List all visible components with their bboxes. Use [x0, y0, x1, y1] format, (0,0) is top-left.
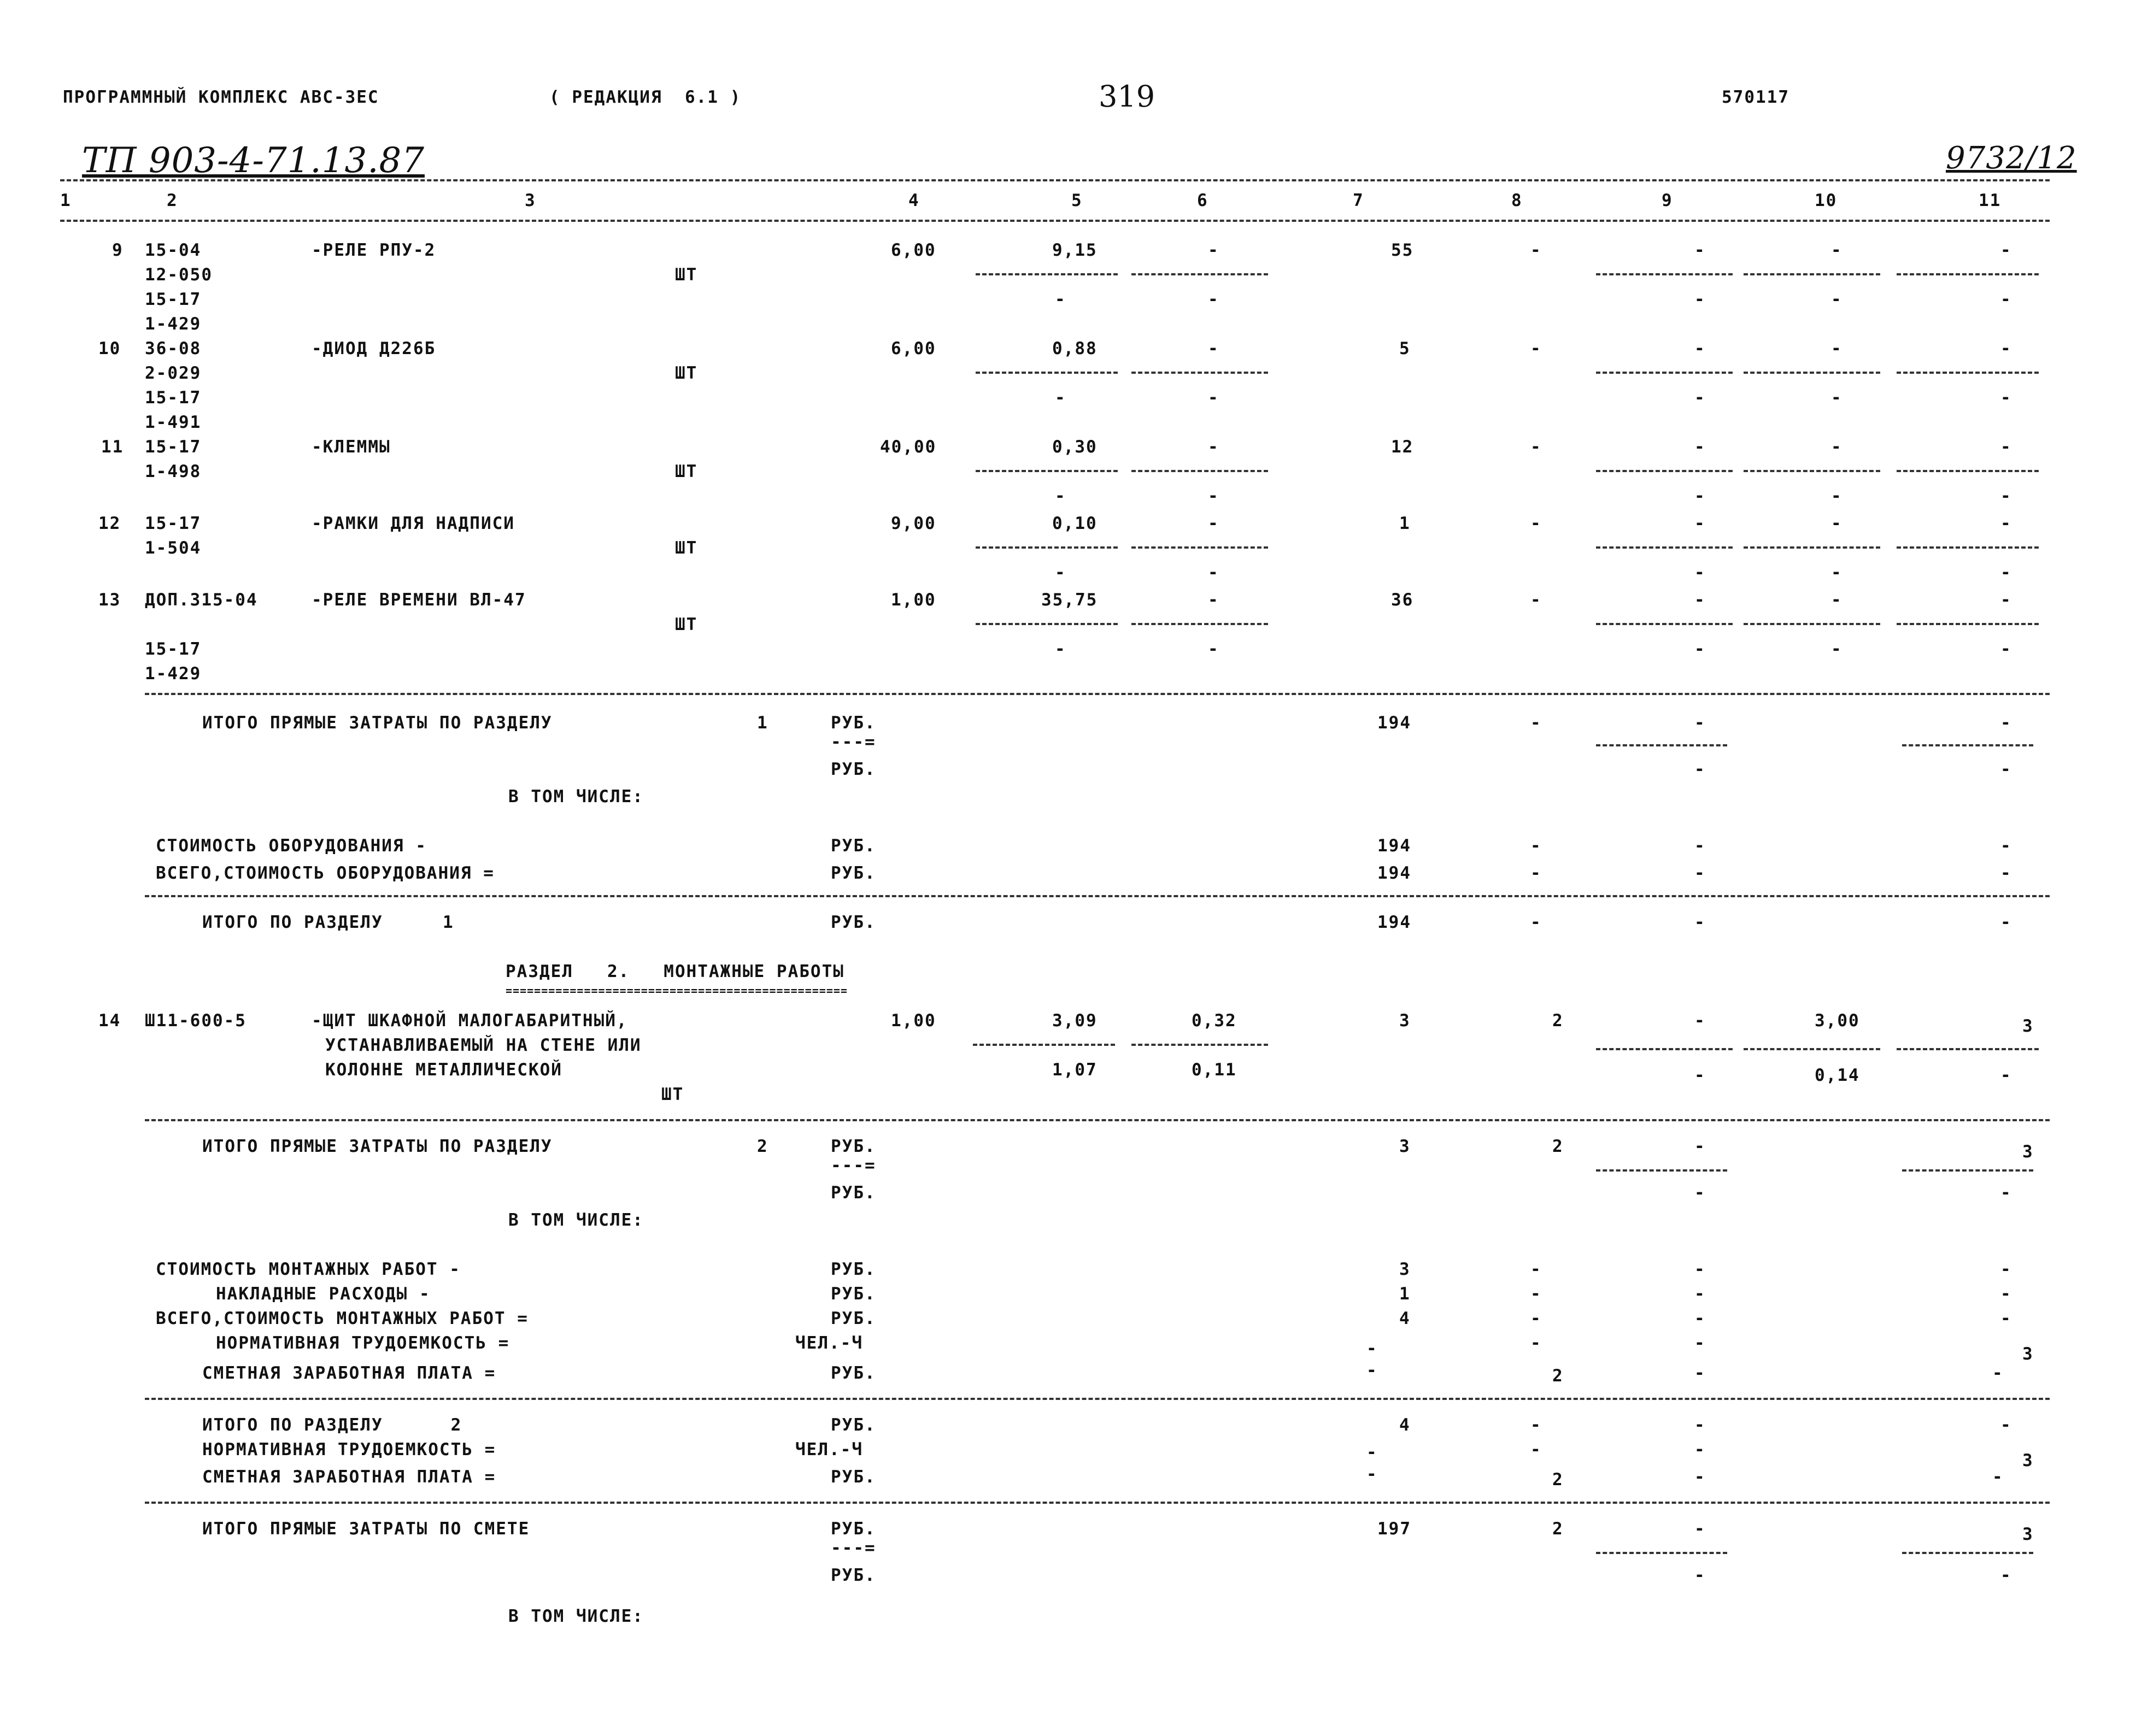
unit-cost: 3,09	[1052, 1011, 1098, 1031]
col11-value: 3	[2022, 1344, 2034, 1364]
col6-labor: -	[1208, 563, 1219, 582]
line-label: СМЕТНАЯ ЗАРАБОТНАЯ ПЛАТА =	[202, 1363, 496, 1383]
unit-of-measure: ШТ	[675, 462, 698, 481]
col11-labor: -	[2000, 1566, 2012, 1585]
col6-labor: -	[1208, 639, 1219, 659]
subrule	[1596, 1048, 1733, 1050]
col8-value: 2	[1552, 1470, 1564, 1490]
section-number: 2	[757, 1137, 768, 1156]
col11-value: -	[2000, 240, 2012, 260]
col11-labor: -	[2000, 290, 2012, 309]
col9-labor: -	[1694, 760, 1706, 779]
col6-value: 0,32	[1192, 1011, 1237, 1031]
col10-labor: -	[1831, 290, 1843, 309]
col9-labor: -	[1694, 563, 1706, 582]
col11-value: -	[2000, 590, 2012, 610]
col8-value: 2	[1552, 1011, 1564, 1031]
total-cost: 194	[1377, 836, 1411, 856]
unit-cost: 0,88	[1052, 339, 1098, 358]
including-label: В ТОМ ЧИСЛЕ:	[508, 1606, 644, 1626]
col11-value: -	[1992, 1467, 2004, 1487]
header-rule	[60, 179, 2050, 181]
subrule	[1744, 273, 1880, 275]
col11-value: -	[2000, 339, 2012, 358]
total-cost: 4	[1399, 1309, 1411, 1328]
col9-value: -	[1694, 590, 1706, 610]
item-name: -ЩИТ ШКАФНОЙ МАЛОГАБАРИТНЫЙ,	[312, 1011, 628, 1031]
unit-cost-labor: -	[1055, 290, 1066, 309]
sheet-code: 9732/12	[1946, 140, 2077, 176]
rate-code: 15-04	[145, 240, 202, 260]
item-name: -РАМКИ ДЛЯ НАДПИСИ	[312, 514, 515, 533]
rate-code: 1-429	[145, 664, 202, 684]
subrule	[1596, 372, 1733, 374]
subrule	[1744, 1048, 1880, 1050]
col8-value: -	[1530, 913, 1542, 932]
line-label: НАКЛАДНЫЕ РАСХОДЫ -	[216, 1284, 431, 1304]
column-header: 1	[60, 191, 72, 210]
unit-of-measure: ШТ	[675, 265, 698, 285]
col11-labor: -	[2000, 1183, 2012, 1203]
total-cost: 55	[1391, 240, 1414, 260]
subrule	[1897, 1048, 2039, 1050]
row-number: 12	[98, 514, 121, 533]
total-cost: 5	[1399, 339, 1411, 358]
col11-value: -	[2000, 1260, 2012, 1279]
total-cost: 3	[1399, 1137, 1411, 1156]
section-title: РАЗДЕЛ 2. МОНТАЖНЫЕ РАБОТЫ	[506, 962, 844, 981]
rate-code: 1-504	[145, 538, 202, 558]
section-rule	[145, 693, 2050, 695]
col9-value: -	[1694, 913, 1706, 932]
total-cost: -	[1366, 1339, 1378, 1358]
col8-value: -	[1530, 836, 1542, 856]
column-header: 6	[1197, 191, 1208, 210]
row-number: 14	[98, 1011, 121, 1031]
rate-code: 1-498	[145, 462, 202, 481]
including-label: В ТОМ ЧИСЛЕ:	[508, 787, 644, 807]
line-label: НОРМАТИВНАЯ ТРУДОЕМКОСТЬ =	[202, 1440, 496, 1460]
currency-unit: РУБ.	[831, 1284, 876, 1304]
currency-unit: РУБ.	[831, 913, 876, 932]
subrule	[1131, 470, 1268, 472]
col9-value: -	[1694, 1467, 1706, 1487]
total-cost: 194	[1377, 863, 1411, 883]
subrule	[1897, 546, 2039, 549]
col9-labor: -	[1694, 290, 1706, 309]
subrule	[1596, 1552, 1727, 1554]
col6-labor: -	[1208, 486, 1219, 506]
rate-code: 36-08	[145, 339, 202, 358]
item-name: -РЕЛЕ РПУ-2	[312, 240, 436, 260]
unit-cost-labor: 1,07	[1052, 1060, 1098, 1080]
section-rule	[145, 1502, 2050, 1504]
col6-value: -	[1208, 590, 1219, 610]
subrule	[976, 470, 1118, 472]
col11-value: -	[2000, 1309, 2012, 1328]
item-name-line: КОЛОННЕ МЕТАЛЛИЧЕСКОЙ	[325, 1060, 562, 1080]
col10-value: 3,00	[1815, 1011, 1860, 1031]
col9-value: -	[1694, 1415, 1706, 1435]
col9-labor: -	[1694, 486, 1706, 506]
section-number: 1	[443, 913, 454, 932]
subrule	[1897, 372, 2039, 374]
currency-unit: РУБ.	[831, 1137, 876, 1156]
subrule	[1897, 470, 2039, 472]
col8-value: -	[1530, 1309, 1542, 1328]
document-code: 570117	[1722, 87, 1789, 107]
col11-labor: -	[2000, 486, 2012, 506]
item-name: -КЛЕММЫ	[312, 437, 391, 457]
unit-of-measure: ШТ	[661, 1085, 684, 1104]
total-label: ИТОГО ПО РАЗДЕЛУ 2	[202, 1415, 462, 1435]
table-rule	[60, 220, 2050, 222]
col9-value: -	[1694, 514, 1706, 533]
unit-separator: ---=	[831, 1538, 876, 1558]
subrule	[1744, 372, 1880, 374]
unit-of-measure: ШТ	[675, 615, 698, 634]
total-cost: 4	[1399, 1415, 1411, 1435]
rate-code: 1-491	[145, 413, 202, 432]
col9-value: -	[1694, 713, 1706, 733]
unit-cost: 0,10	[1052, 514, 1098, 533]
item-name: -РЕЛЕ ВРЕМЕНИ ВЛ-47	[312, 590, 526, 610]
col9-value: -	[1694, 1284, 1706, 1304]
currency-unit: РУБ.	[831, 1415, 876, 1435]
col11-value: 3	[2022, 1525, 2034, 1544]
currency-unit: РУБ.	[831, 863, 876, 883]
col8-value: -	[1530, 437, 1542, 457]
subrule	[976, 546, 1118, 549]
column-header: 8	[1511, 191, 1523, 210]
total-cost: 3	[1399, 1011, 1411, 1031]
col9-labor: -	[1694, 388, 1706, 408]
col11-value: -	[2000, 863, 2012, 883]
col8-value: -	[1530, 240, 1542, 260]
subrule	[1744, 623, 1880, 625]
col11-value: 3	[2022, 1142, 2034, 1162]
rate-code: ДОП.315-04	[145, 590, 258, 610]
subrule	[1897, 273, 2039, 275]
col10-labor: -	[1831, 639, 1843, 659]
rate-code: 1-429	[145, 314, 202, 334]
col9-value: -	[1694, 1260, 1706, 1279]
unit-cost: 9,15	[1052, 240, 1098, 260]
col9-value: -	[1694, 863, 1706, 883]
col9-value: -	[1694, 437, 1706, 457]
subrule	[976, 273, 1118, 275]
subrule	[976, 623, 1118, 625]
col11-value: -	[2000, 713, 2012, 733]
subrule	[1596, 546, 1733, 549]
subrule	[1131, 372, 1268, 374]
unit-cost-labor: -	[1055, 563, 1066, 582]
row-number: 11	[101, 437, 124, 457]
col9-value: -	[1694, 1137, 1706, 1156]
total-cost: 1	[1399, 514, 1411, 533]
total-cost: -	[1366, 1361, 1378, 1380]
col11-value: -	[1992, 1363, 2004, 1383]
item-name-line: УСТАНАВЛИВАЕМЫЙ НА СТЕНЕ ИЛИ	[325, 1035, 642, 1055]
unit-of-measure: ШТ	[675, 538, 698, 558]
col11-labor: -	[2000, 639, 2012, 659]
col10-labor: 0,14	[1815, 1066, 1860, 1085]
col8-value: 2	[1552, 1519, 1564, 1539]
col8-value: -	[1530, 339, 1542, 358]
page-number: 319	[1099, 79, 1155, 114]
column-header: 11	[1979, 191, 2002, 210]
total-cost: 197	[1377, 1519, 1411, 1539]
col8-value: -	[1530, 863, 1542, 883]
subrule	[973, 1044, 1115, 1046]
col11-value: 3	[2022, 1016, 2034, 1036]
col11-value: -	[2000, 437, 2012, 457]
rate-code: 15-17	[145, 290, 202, 309]
col9-value: -	[1694, 836, 1706, 856]
col8-value: -	[1530, 1415, 1542, 1435]
col9-labor: -	[1694, 1566, 1706, 1585]
edition-label: ( РЕДАКЦИЯ 6.1 )	[549, 87, 742, 107]
total-cost: -	[1366, 1464, 1378, 1484]
col9-value: -	[1694, 1440, 1706, 1460]
col9-value: -	[1694, 1333, 1706, 1353]
quantity: 9,00	[891, 514, 936, 533]
col11-value: -	[2000, 1284, 2012, 1304]
subrule	[1131, 546, 1268, 549]
subrule	[1596, 623, 1733, 625]
col6-value: -	[1208, 240, 1219, 260]
unit-cost-labor: -	[1055, 639, 1066, 659]
col9-value: -	[1694, 240, 1706, 260]
line-label: ВСЕГО,СТОИМОСТЬ МОНТАЖНЫХ РАБОТ =	[156, 1309, 529, 1328]
subrule	[1902, 744, 2033, 746]
col8-value: -	[1530, 713, 1542, 733]
column-header: 10	[1815, 191, 1838, 210]
subrule	[1596, 470, 1733, 472]
col11-value: -	[2000, 1415, 2012, 1435]
column-header: 3	[525, 191, 536, 210]
unit-separator: ---=	[831, 732, 876, 752]
column-header: 2	[167, 191, 178, 210]
line-label: СМЕТНАЯ ЗАРАБОТНАЯ ПЛАТА =	[202, 1467, 496, 1487]
col8-value: 2	[1552, 1137, 1564, 1156]
unit-of-measure: ШТ	[675, 363, 698, 383]
total-cost: 194	[1377, 713, 1411, 733]
line-label: СТОИМОСТЬ МОНТАЖНЫХ РАБОТ -	[156, 1260, 461, 1279]
subrule	[1131, 1044, 1268, 1046]
col9-value: -	[1694, 1011, 1706, 1031]
unit-cost-labor: -	[1055, 486, 1066, 506]
col8-value: 2	[1552, 1366, 1564, 1386]
row-number: 10	[98, 339, 121, 358]
unit-separator: ---=	[831, 1156, 876, 1175]
col9-value: -	[1694, 1363, 1706, 1383]
quantity: 6,00	[891, 339, 936, 358]
col6-value: -	[1208, 437, 1219, 457]
currency-unit: РУБ.	[831, 1183, 876, 1203]
currency-unit: РУБ.	[831, 1309, 876, 1328]
col10-value: -	[1831, 240, 1843, 260]
total-cost: 3	[1399, 1260, 1411, 1279]
rate-code: 15-17	[145, 639, 202, 659]
col8-value: -	[1530, 1440, 1542, 1460]
subrule	[1744, 546, 1880, 549]
col10-labor: -	[1831, 563, 1843, 582]
rate-code: 12-050	[145, 265, 213, 285]
col8-value: -	[1530, 1284, 1542, 1304]
col9-labor: -	[1694, 1183, 1706, 1203]
section-rule	[145, 895, 2050, 897]
rate-code: 2-029	[145, 363, 202, 383]
rate-code: 15-17	[145, 388, 202, 408]
column-header: 9	[1662, 191, 1673, 210]
column-header: 5	[1071, 191, 1083, 210]
quantity: 40,00	[880, 437, 937, 457]
currency-unit: РУБ.	[831, 836, 876, 856]
unit-cost: 35,75	[1041, 590, 1098, 610]
column-header: 7	[1353, 191, 1364, 210]
col9-labor: -	[1694, 1066, 1706, 1085]
subrule	[1902, 1169, 2033, 1172]
col9-value: -	[1694, 339, 1706, 358]
section-number: 1	[757, 713, 768, 733]
subrule	[1596, 273, 1733, 275]
col11-value: -	[2000, 514, 2012, 533]
quantity: 1,00	[891, 590, 936, 610]
col8-value: -	[1530, 590, 1542, 610]
currency-unit: РУБ.	[831, 713, 876, 733]
col10-value: -	[1831, 339, 1843, 358]
subrule	[1744, 470, 1880, 472]
section-rule	[145, 1398, 2050, 1400]
subrule	[1596, 1169, 1727, 1172]
col8-value: -	[1530, 1333, 1542, 1353]
col9-value: -	[1694, 1309, 1706, 1328]
total-cost: -	[1366, 1443, 1378, 1462]
col10-value: -	[1831, 514, 1843, 533]
currency-unit: РУБ.	[831, 1519, 876, 1539]
col10-labor: -	[1831, 486, 1843, 506]
rate-code: Ш11-600-5	[145, 1011, 247, 1031]
total-cost: 1	[1399, 1284, 1411, 1304]
line-label: СТОИМОСТЬ ОБОРУДОВАНИЯ -	[156, 836, 427, 856]
col11-value: -	[2000, 913, 2012, 932]
col11-labor: -	[2000, 1066, 2012, 1085]
including-label: В ТОМ ЧИСЛЕ:	[508, 1210, 644, 1230]
col6-value: -	[1208, 339, 1219, 358]
total-label: ИТОГО ПО РАЗДЕЛУ	[202, 913, 383, 932]
total-label: ИТОГО ПРЯМЫЕ ЗАТРАТЫ ПО РАЗДЕЛУ	[202, 1137, 553, 1156]
col6-labor: -	[1208, 388, 1219, 408]
total-cost: 194	[1377, 913, 1411, 932]
subrule	[1131, 273, 1268, 275]
column-header: 4	[908, 191, 920, 210]
col6-labor: 0,11	[1192, 1060, 1237, 1080]
col9-labor: -	[1694, 639, 1706, 659]
quantity: 1,00	[891, 1011, 936, 1031]
project-code: ТП 903-4-71.13.87	[82, 140, 425, 181]
labor-unit: ЧЕЛ.-Ч	[795, 1440, 863, 1460]
total-label: ИТОГО ПРЯМЫЕ ЗАТРАТЫ ПО РАЗДЕЛУ	[202, 713, 553, 733]
col11-value: 3	[2022, 1451, 2034, 1470]
quantity: 6,00	[891, 240, 936, 260]
col6-value: -	[1208, 514, 1219, 533]
col8-value: -	[1530, 514, 1542, 533]
subrule	[1596, 744, 1727, 746]
row-number: 9	[112, 240, 124, 260]
col10-value: -	[1831, 590, 1843, 610]
total-cost: 36	[1391, 590, 1414, 610]
item-name: -ДИОД Д226Б	[312, 339, 436, 358]
subrule	[1902, 1552, 2033, 1554]
line-label: ВСЕГО,СТОИМОСТЬ ОБОРУДОВАНИЯ =	[156, 863, 495, 883]
rate-code: 15-17	[145, 514, 202, 533]
currency-unit: РУБ.	[831, 1566, 876, 1585]
currency-unit: РУБ.	[831, 1467, 876, 1487]
col9-value: -	[1694, 1519, 1706, 1539]
line-label: НОРМАТИВНАЯ ТРУДОЕМКОСТЬ =	[216, 1333, 510, 1353]
program-title: ПРОГРАММНЫЙ КОМПЛЕКС АВС-ЗЕС	[63, 87, 379, 107]
currency-unit: РУБ.	[831, 1363, 876, 1383]
section-rule	[145, 1119, 2050, 1121]
subrule	[1131, 623, 1268, 625]
col11-labor: -	[2000, 563, 2012, 582]
subrule	[1897, 623, 2039, 625]
col10-labor: -	[1831, 388, 1843, 408]
unit-cost-labor: -	[1055, 388, 1066, 408]
currency-unit: РУБ.	[831, 760, 876, 779]
section-title-underline: ================================================	[506, 984, 848, 997]
rate-code: 15-17	[145, 437, 202, 457]
unit-cost: 0,30	[1052, 437, 1098, 457]
currency-unit: РУБ.	[831, 1260, 876, 1279]
col11-labor: -	[2000, 760, 2012, 779]
col8-value: -	[1530, 1260, 1542, 1279]
col6-labor: -	[1208, 290, 1219, 309]
col11-labor: -	[2000, 388, 2012, 408]
row-number: 13	[98, 590, 121, 610]
total-cost: 12	[1391, 437, 1414, 457]
col10-value: -	[1831, 437, 1843, 457]
col11-value: -	[2000, 836, 2012, 856]
subrule	[976, 372, 1118, 374]
total-label: ИТОГО ПРЯМЫЕ ЗАТРАТЫ ПО СМЕТЕ	[202, 1519, 530, 1539]
labor-unit: ЧЕЛ.-Ч	[795, 1333, 863, 1353]
